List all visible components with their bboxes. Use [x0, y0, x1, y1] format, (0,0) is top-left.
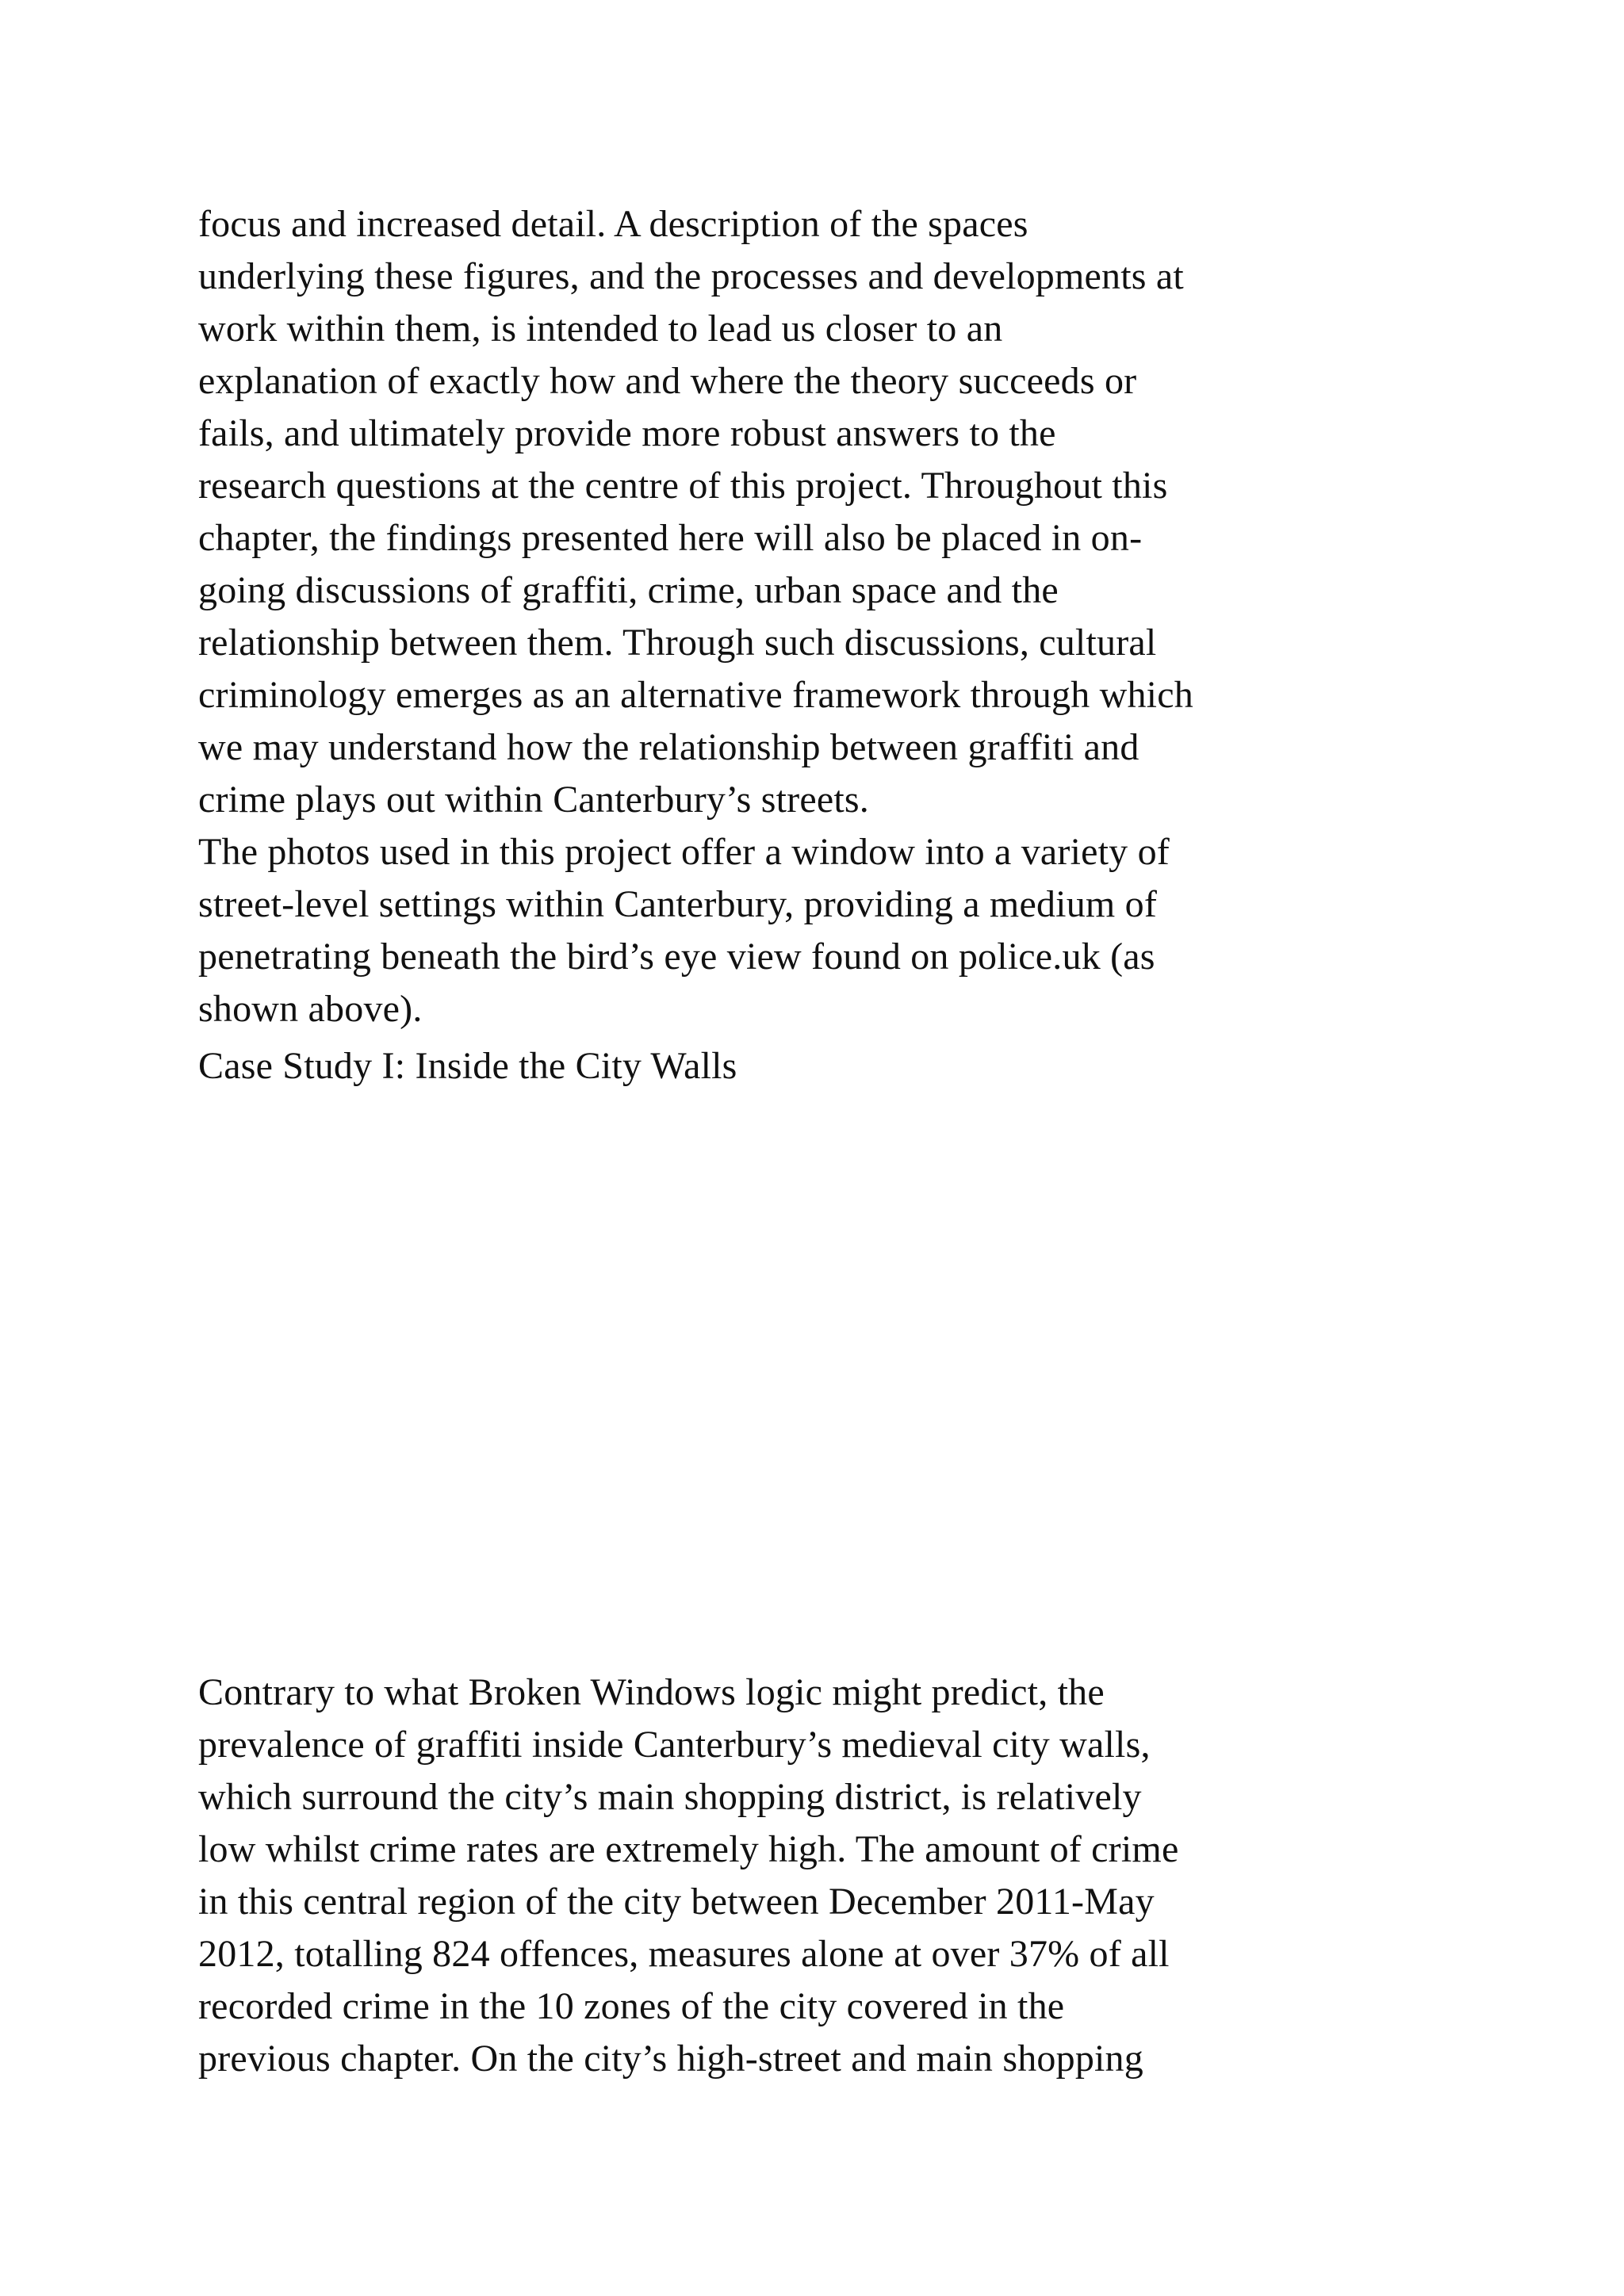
paragraph-intro [198, 198, 1499, 1035]
text-line: we may understand how the relationship between graffiti and [198, 726, 1139, 768]
text-line: previous chapter. On the city’s high-street and main shopping [198, 2038, 1143, 2080]
text-line: explanation of exactly how and where the theory succeeds or [198, 360, 1137, 402]
text-line: low whilst crime rates are extremely high. The amount of crime [198, 1828, 1179, 1870]
text-line: focus and increased detail. A description of the spaces [198, 203, 1028, 245]
text-line: which surround the city’s main shopping district, is relatively [198, 1776, 1142, 1818]
text-line: 2012, totalling 824 offences, measures alone at over 37% of all [198, 1933, 1170, 1975]
section-heading [198, 1040, 1499, 1093]
text-line: crime plays out within Canterbury’s streets. [198, 779, 869, 821]
text-line: chapter, the findings presented here will also be placed in on- [198, 517, 1143, 559]
text-line: going discussions of graffiti, crime, urban space and the [198, 569, 1059, 611]
text-line: shown above). [198, 988, 423, 1030]
text-line: research questions at the centre of this project. Throughout this [198, 465, 1168, 507]
text-line: street-level settings within Canterbury, providing a medium of [198, 883, 1158, 925]
text-line: relationship between them. Through such discussions, cultural [198, 622, 1157, 664]
text-line: recorded crime in the 10 zones of the city covered in the [198, 1985, 1065, 2027]
text-line: criminology emerges as an alternative framework through which [198, 674, 1193, 716]
text-line: underlying these figures, and the processes and developments at [198, 255, 1184, 297]
text-line: in this central region of the city between December 2011-May [198, 1881, 1155, 1923]
paragraph-case-study [198, 1667, 1499, 2085]
text-line: The photos used in this project offer a window into a variety of [198, 831, 1170, 873]
text-line: prevalence of graffiti inside Canterbury’s medieval city walls, [198, 1724, 1151, 1766]
text-line: Contrary to what Broken Windows logic might predict, the [198, 1671, 1105, 1713]
text-line: penetrating beneath the bird’s eye view found on police.uk (as [198, 936, 1155, 978]
heading-line: Case Study I: Inside the City Walls [198, 1045, 737, 1087]
text-line: fails, and ultimately provide more robust answers to the [198, 412, 1056, 454]
text-line: work within them, is intended to lead us closer to an [198, 308, 1003, 350]
